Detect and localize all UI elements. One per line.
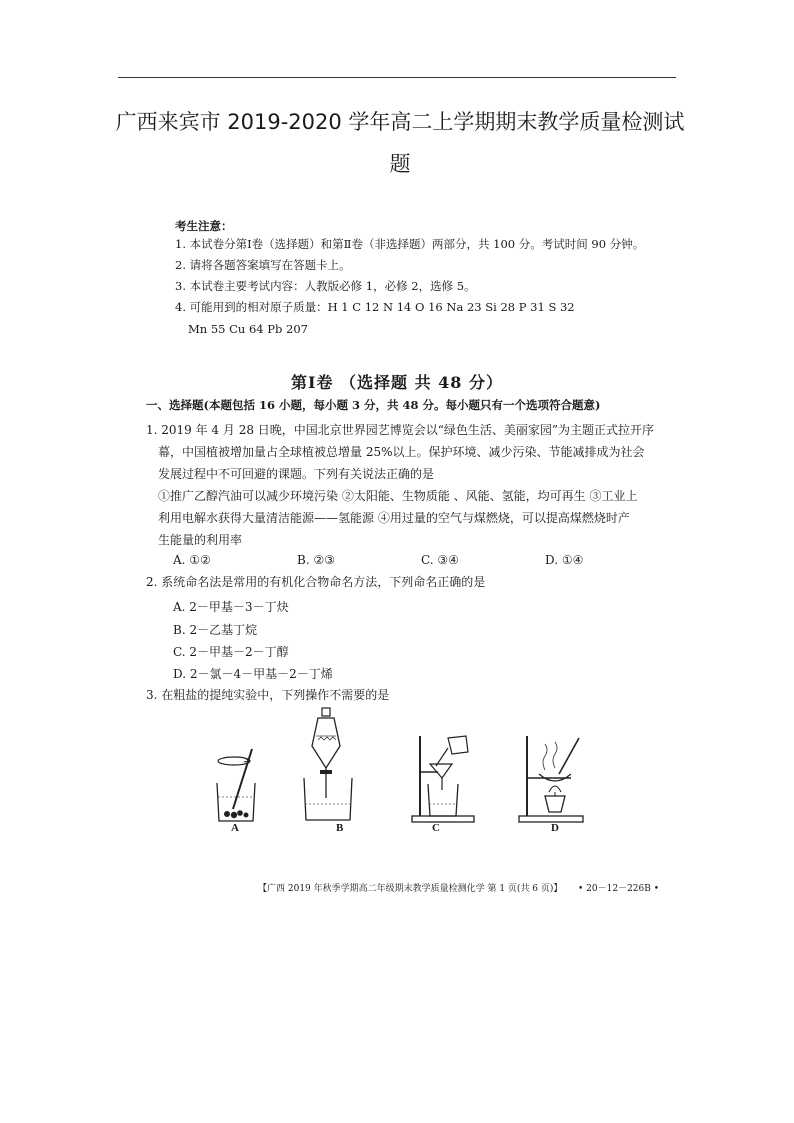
figure-b-separatory-funnel — [300, 706, 360, 824]
figure-d-evaporation — [515, 732, 587, 824]
figure-label-d: D — [551, 822, 559, 834]
question-1-text — [146, 423, 654, 548]
figure-a-beaker-stirring — [205, 745, 265, 825]
notice-heading: 考生注意： — [175, 219, 233, 233]
figure-c-filtration — [408, 732, 478, 824]
page-title: 广西来宾市 2019-2020 学年高二上学期期末教学质量检测试 — [115, 110, 685, 134]
option-c: C. 2－甲基－2－丁醇 — [173, 645, 289, 659]
figure-label-b: B — [336, 822, 344, 834]
notice-item: 4. 可能用到的相对原子质量：H 1 C 12 N 14 O 16 Na 23 Si 28 P 31 S 32 — [175, 300, 575, 314]
notice-item: Mn 55 Cu 64 Pb 207 — [188, 322, 308, 336]
option-b: B. 2－乙基丁烷 — [173, 623, 258, 637]
option-b: B. ②③ — [297, 553, 335, 567]
question-line: 生能量的利用率 — [158, 533, 243, 547]
question-3-text: 3. 在粗盐的提纯实验中，下列操作不需要的是 — [146, 688, 390, 702]
option-c: C. ③④ — [421, 553, 459, 567]
figure-label-c: C — [432, 822, 440, 834]
footer-page-info: 【广西 2019 年秋季学期高二年级期末教学质量检测化学 第 1 页(共 6 页)】 — [258, 884, 563, 894]
section-instruction: 一、选择题(本题包括 16 小题，每小题 3 分，共 48 分。每小题只有一个选项符合题意) — [146, 398, 601, 412]
top-rule — [118, 77, 676, 78]
question-line: 1. 2019 年 4 月 28 日晚，中国北京世界园艺博览会以“绿色生活、美丽家园”为主题正式拉开序 — [146, 423, 655, 437]
notice-item: 2. 请将各题答案填写在答题卡上。 — [175, 258, 351, 272]
question-line: ①推广乙醇汽油可以减少环境污染 ②太阳能、生物质能 、风能、氢能，均可再生 ③工业上 — [158, 489, 638, 503]
question-line: 幕，中国植被增加量占全球植被总增量 25%以上。保护环境、减少污染、节能减排成为社会 — [158, 445, 645, 459]
section-title: 第Ⅰ卷 （选择题 共 48 分） — [290, 373, 504, 392]
question-line: 利用电解水获得大量清洁能源——氢能源 ④用过量的空气与煤燃烧，可以提高煤燃烧时产 — [158, 511, 630, 525]
question-line: 发展过程中不可回避的课题。下列有关说法正确的是 — [158, 467, 435, 481]
option-d: D. ①④ — [545, 553, 584, 567]
question-2-text: 2. 系统命名法是常用的有机化合物命名方法，下列命名正确的是 — [146, 575, 486, 589]
option-a: A. ①② — [173, 553, 211, 567]
option-a: A. 2－甲基－3－丁炔 — [173, 600, 289, 614]
notice-item: 1. 本试卷分第Ⅰ卷（选择题）和第Ⅱ卷（非选择题）两部分，共 100 分。考试时间 90 分钟。 — [175, 237, 645, 251]
notice-item: 3. 本试卷主要考试内容：人教版必修 1，必修 2，选修 5。 — [175, 279, 476, 293]
figure-label-a: A — [231, 822, 239, 834]
notice-block — [175, 219, 644, 336]
page-title-continued: 题 — [389, 152, 411, 176]
footer-code: • 20－12－226B • — [578, 884, 660, 894]
option-d: D. 2－氯－4－甲基－2－丁烯 — [173, 667, 333, 681]
